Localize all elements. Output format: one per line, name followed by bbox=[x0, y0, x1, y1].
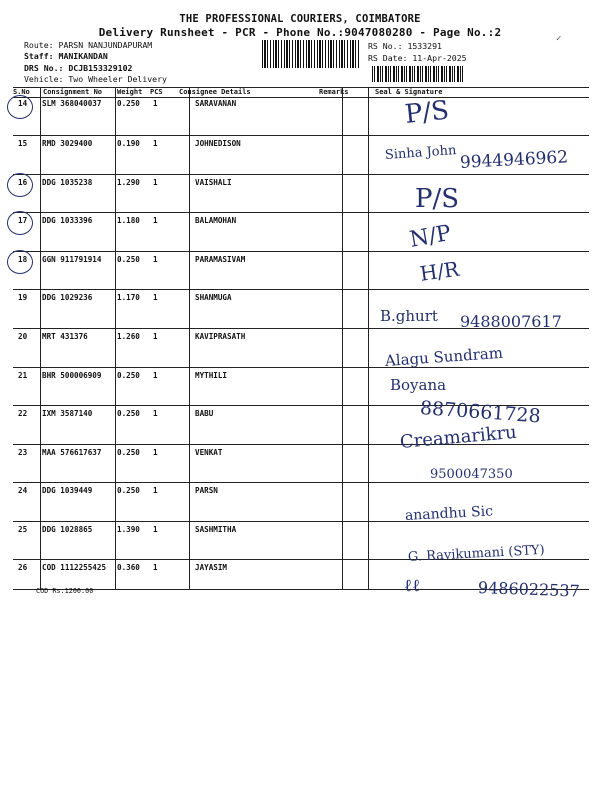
row-consignment bbox=[42, 293, 92, 302]
col-pcs: PCS bbox=[150, 88, 163, 96]
staff-info bbox=[24, 51, 108, 61]
row-consignee: SHANMUGA bbox=[195, 293, 232, 302]
rs-no-info bbox=[368, 41, 442, 51]
col-seal: Seal & Signature bbox=[375, 88, 443, 96]
consignment-number: 1028865 bbox=[60, 525, 93, 534]
row-weight: 0.250 bbox=[117, 99, 140, 108]
row-consignment bbox=[42, 139, 92, 148]
row-consignment bbox=[42, 99, 101, 108]
row-pcs: 1 bbox=[153, 99, 158, 108]
row-sno: 15 bbox=[18, 139, 28, 148]
row-consignee: SARAVANAN bbox=[195, 99, 237, 108]
handwritten-note: P/S bbox=[403, 95, 451, 130]
consignment-prefix: DDG bbox=[42, 525, 56, 534]
row-consignment bbox=[42, 255, 101, 264]
consignment-prefix: DDG bbox=[42, 293, 56, 302]
handwritten-note: Creamarikru bbox=[399, 421, 518, 453]
row-pcs: 1 bbox=[153, 332, 158, 341]
row-consignment bbox=[42, 216, 92, 225]
row-weight: 0.250 bbox=[117, 371, 140, 380]
row-consignee: BALAMOHAN bbox=[195, 216, 237, 225]
row-sno: 26 bbox=[18, 563, 28, 572]
row-sno: 17 bbox=[18, 216, 28, 225]
handwritten-note: Alagu Sundram bbox=[384, 343, 504, 370]
consignment-prefix: DDG bbox=[42, 178, 56, 187]
row-consignee: VAISHALI bbox=[195, 178, 232, 187]
consignment-number: 368040037 bbox=[60, 99, 102, 108]
consignment-number: 500006909 bbox=[60, 371, 102, 380]
rs-date-label: RS Date: bbox=[368, 53, 408, 63]
consignment-prefix: COD bbox=[42, 563, 56, 572]
row-consignment bbox=[42, 448, 101, 457]
consignment-number: 1033396 bbox=[60, 216, 93, 225]
consignment-number: 1112255425 bbox=[60, 563, 107, 572]
vehicle-value: Two Wheeler Delivery bbox=[68, 74, 167, 84]
col-sno: S.No bbox=[13, 88, 30, 96]
row-pcs: 1 bbox=[153, 255, 158, 264]
consignment-prefix: MRT bbox=[42, 332, 56, 341]
staff-label: Staff: bbox=[24, 51, 54, 61]
route-label: Route: bbox=[24, 40, 54, 50]
consignment-prefix: SLM bbox=[42, 99, 56, 108]
row-weight: 1.180 bbox=[117, 216, 140, 225]
row-sno: 18 bbox=[18, 255, 28, 264]
row-consignee: VENKAT bbox=[195, 448, 223, 457]
row-pcs: 1 bbox=[153, 563, 158, 572]
row-pcs: 1 bbox=[153, 178, 158, 187]
row-weight: 0.250 bbox=[117, 486, 140, 495]
row-pcs: 1 bbox=[153, 486, 158, 495]
row-weight: 0.250 bbox=[117, 255, 140, 264]
consignment-number: 911791914 bbox=[60, 255, 102, 264]
handwritten-note: Sinha John bbox=[384, 143, 457, 163]
row-sno: 24 bbox=[18, 486, 28, 495]
col-consignee: Consignee Details bbox=[179, 88, 251, 96]
row-consignee: BABU bbox=[195, 409, 214, 418]
barcode-secondary bbox=[372, 66, 464, 82]
handwritten-note: 9944946962 bbox=[459, 147, 569, 173]
row-consignee: KAVIPRASATH bbox=[195, 332, 246, 341]
row-sno: 20 bbox=[18, 332, 28, 341]
row-consignment bbox=[42, 563, 106, 572]
rs-no-label: RS No.: bbox=[368, 41, 403, 51]
consignment-prefix: DDG bbox=[42, 486, 56, 495]
consignment-number: 431376 bbox=[60, 332, 88, 341]
row-consignee: JOHNEDISON bbox=[195, 139, 241, 148]
initials-signature: ℓℓ bbox=[404, 576, 421, 596]
handwritten-note: 9488007617 bbox=[460, 312, 562, 331]
consignment-number: 3029400 bbox=[60, 139, 93, 148]
vehicle-info bbox=[24, 74, 167, 84]
row-consignment bbox=[42, 486, 92, 495]
col-consignment: Consignment No bbox=[43, 88, 103, 96]
row-sno: 21 bbox=[18, 371, 28, 380]
consignment-number: 3587140 bbox=[60, 409, 93, 418]
handwritten-note: anandhu Sic bbox=[404, 503, 494, 524]
row-sno: 19 bbox=[18, 293, 28, 302]
row-sno: 16 bbox=[18, 178, 28, 187]
consignment-number: 1029236 bbox=[60, 293, 93, 302]
consignment-prefix: IXM bbox=[42, 409, 56, 418]
col-remarks: Remarks bbox=[319, 88, 349, 96]
row-consignee: JAYASIM bbox=[195, 563, 228, 572]
row-sno: 25 bbox=[18, 525, 28, 534]
handwritten-note: B.ghurt bbox=[380, 307, 438, 325]
row-pcs: 1 bbox=[153, 216, 158, 225]
row-pcs: 1 bbox=[153, 293, 158, 302]
row-consignment bbox=[42, 371, 101, 380]
consignment-prefix: MAA bbox=[42, 448, 56, 457]
consignment-number: 1035238 bbox=[60, 178, 93, 187]
handwritten-note: 9486022537 bbox=[477, 578, 581, 601]
handwritten-note: 8870661728 bbox=[419, 397, 542, 428]
row-weight: 1.260 bbox=[117, 332, 140, 341]
row-sno: 14 bbox=[18, 99, 28, 108]
row-sno: 22 bbox=[18, 409, 28, 418]
row-weight: 1.290 bbox=[117, 178, 140, 187]
row-weight: 1.390 bbox=[117, 525, 140, 534]
handwritten-note: 9500047350 bbox=[430, 467, 513, 482]
row-consignment bbox=[42, 409, 92, 418]
row-weight: 0.190 bbox=[117, 139, 140, 148]
row-weight: 0.250 bbox=[117, 448, 140, 457]
row-sno: 23 bbox=[18, 448, 28, 457]
row-consignee: SASHMITHA bbox=[195, 525, 237, 534]
staff-value: MANIKANDAN bbox=[58, 51, 108, 61]
consignment-prefix: DDG bbox=[42, 216, 56, 225]
circle-mark bbox=[7, 250, 33, 274]
consignment-prefix: RMD bbox=[42, 139, 56, 148]
rs-date-value: 11-Apr-2025 bbox=[412, 53, 467, 63]
handwritten-note: N/P bbox=[407, 220, 454, 253]
consignment-prefix: BHR bbox=[42, 371, 56, 380]
consignment-prefix: GGN bbox=[42, 255, 56, 264]
vehicle-label: Vehicle: bbox=[24, 74, 64, 84]
row-pcs: 1 bbox=[153, 448, 158, 457]
route-value: PARSN NANJUNDAPURAM bbox=[58, 40, 153, 50]
corner-mark: ✓ bbox=[556, 34, 562, 44]
consignment-number: 1039449 bbox=[60, 486, 93, 495]
row-pcs: 1 bbox=[153, 371, 158, 380]
consignment-number: 576617637 bbox=[60, 448, 102, 457]
row-weight: 1.170 bbox=[117, 293, 140, 302]
col-weight: Weight bbox=[117, 88, 143, 96]
row-weight: 0.250 bbox=[117, 409, 140, 418]
circle-mark bbox=[7, 173, 33, 197]
company-title: THE PROFESSIONAL COURIERS, COIMBATORE bbox=[179, 13, 421, 25]
handwritten-note: Boyana bbox=[390, 376, 447, 394]
handwritten-note: H/R bbox=[418, 256, 461, 286]
barcode bbox=[262, 40, 360, 68]
row-consignee: PARAMASIVAM bbox=[195, 255, 246, 264]
row-consignment bbox=[42, 332, 88, 341]
row-pcs: 1 bbox=[153, 525, 158, 534]
drs-label: DRS No.: bbox=[24, 63, 64, 73]
route-info bbox=[24, 40, 152, 50]
row-weight: 0.360 bbox=[117, 563, 140, 572]
rs-no-value: 1533291 bbox=[407, 41, 442, 51]
row-pcs: 1 bbox=[153, 139, 158, 148]
row-pcs: 1 bbox=[153, 409, 158, 418]
drs-info bbox=[24, 63, 132, 73]
row-consignee: MYTHILI bbox=[195, 371, 228, 380]
cod-total: COD Rs.1200.00 bbox=[36, 587, 94, 595]
circle-mark bbox=[7, 211, 33, 235]
row-consignment bbox=[42, 178, 92, 187]
handwritten-note: G. Ravikumani (STY) bbox=[407, 542, 546, 565]
row-consignee: PARSN bbox=[195, 486, 218, 495]
circle-mark bbox=[7, 95, 33, 119]
rs-date-info bbox=[368, 53, 467, 63]
drs-value: DCJB153329102 bbox=[68, 63, 133, 73]
row-consignment bbox=[42, 525, 92, 534]
handwritten-note: P/S bbox=[415, 184, 460, 214]
runsheet-title: Delivery Runsheet - PCR - Phone No.:9047080280 - Page No.:2 bbox=[98, 26, 502, 39]
